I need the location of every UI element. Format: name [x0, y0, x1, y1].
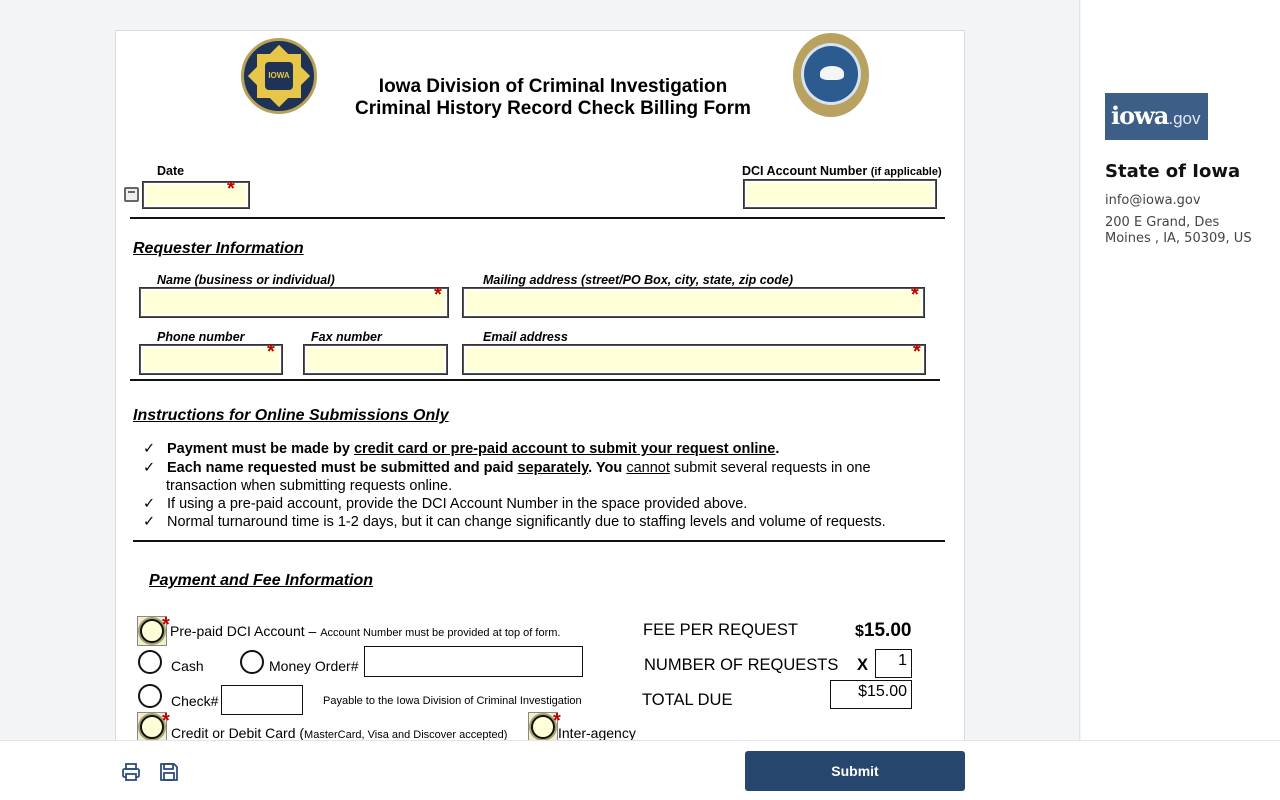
- calendar-icon[interactable]: [124, 187, 139, 202]
- divider: [133, 540, 945, 542]
- fee-per-request-value: $15.00: [855, 620, 912, 641]
- inter-agency-radio[interactable]: [531, 715, 555, 739]
- required-marker: *: [911, 284, 919, 306]
- check-number-field[interactable]: [221, 685, 303, 715]
- check-label: Check#: [171, 693, 219, 709]
- mailing-address-field[interactable]: [463, 288, 924, 317]
- total-due-label: TOTAL DUE: [642, 691, 733, 709]
- date-label: Date: [157, 164, 185, 178]
- number-of-requests-label: NUMBER OF REQUESTS: [644, 656, 839, 674]
- required-marker: *: [162, 710, 170, 732]
- mailing-address-label: Mailing address (street/PO Box, city, state, zip code): [483, 273, 794, 287]
- cash-radio[interactable]: [138, 650, 162, 674]
- bottom-toolbar: [0, 740, 1280, 800]
- fax-label: Fax number: [311, 330, 382, 344]
- required-marker: *: [553, 710, 561, 732]
- required-marker: *: [913, 341, 921, 363]
- instructions-section-title: Instructions for Online Submissions Only: [133, 407, 449, 424]
- required-marker: *: [434, 284, 442, 306]
- submit-button[interactable]: Submit: [745, 751, 965, 791]
- prepaid-account-label: Pre-paid DCI Account – Account Number must be provided at top of form.: [170, 623, 561, 639]
- dci-account-field[interactable]: [744, 180, 936, 208]
- phone-label: Phone number: [157, 330, 245, 344]
- email-label: Email address: [483, 330, 568, 344]
- times-symbol: X: [857, 656, 869, 674]
- organization-email: info@iowa.gov: [1105, 193, 1201, 208]
- phone-field[interactable]: [140, 345, 282, 374]
- money-order-radio[interactable]: [240, 650, 264, 674]
- divider: [130, 217, 945, 219]
- money-order-number-field[interactable]: [364, 646, 583, 677]
- form-title-line2: Criminal History Record Check Billing Form: [355, 98, 751, 119]
- credit-card-radio[interactable]: [140, 715, 164, 739]
- check-radio[interactable]: [138, 684, 162, 708]
- prepaid-account-radio[interactable]: [140, 619, 164, 643]
- form-title-line1: Iowa Division of Criminal Investigation: [378, 76, 728, 97]
- iowa-gov-logo: iowa.gov: [1105, 93, 1208, 140]
- name-label: Name (business or individual): [157, 273, 335, 287]
- organization-name: State of Iowa: [1105, 161, 1241, 182]
- money-order-label: Money Order#: [269, 658, 359, 674]
- save-icon[interactable]: [158, 761, 180, 783]
- inter-agency-label: Inter-agency: [558, 725, 636, 740]
- organization-address: 200 E Grand, Des Moines , IA, 50309, US: [1105, 215, 1252, 246]
- cash-label: Cash: [171, 658, 204, 674]
- dps-seal-text: IOWA: [265, 62, 293, 90]
- name-field[interactable]: [140, 288, 448, 317]
- print-icon[interactable]: [120, 761, 142, 783]
- total-due-field: $15.00: [830, 680, 912, 709]
- organization-sidebar: [1081, 0, 1280, 740]
- required-marker: *: [267, 341, 275, 363]
- fax-field[interactable]: [304, 345, 447, 374]
- credit-card-label: Credit or Debit Card (MasterCard, Visa and Discover accepted): [171, 725, 508, 740]
- payable-note: Payable to the Iowa Division of Criminal Investigation: [323, 695, 582, 707]
- form-page: IOWA Iowa Division of Criminal Investigation Criminal History Record Check Billing Form Date * DCI Account Number (if applicable) Requester Information Name (business or individual) * Mailing address (street/PO Box, city, state, zip code) * Phone number * Fax number Email address * Instructions for Online Submissions Only ✓ Payment must be made by credit card or pre-paid account to submit your request online. ✓ Each name requested must be submitted and paid separately. You cannot submit several requests in one transaction when submitting requests online. ✓ If using a pre-paid account, provide the DCI Account Number in the space provided above. ✓ Normal turnaround time is 1-2 days, but it can change significantly due to staffing levels and volume of requests. Payment and Fee Information * Pre-paid DCI Account – Account Number must be provided at top of form. Cash Money Order# Check# Payable to the Iowa Division of Criminal Investigation * Credit or Debit Card (MasterCard, Visa and Discover accepted) * Inter-agency FEE PER REQUEST $15.00 NUMBER OF REQUESTS X 1 TOTAL DUE $15.00: [115, 30, 965, 740]
- divider: [130, 379, 940, 381]
- requester-section-title: Requester Information: [133, 240, 304, 257]
- required-marker: *: [227, 178, 235, 200]
- dci-account-label: DCI Account Number (if applicable): [742, 164, 942, 178]
- payment-section-title: Payment and Fee Information: [149, 572, 374, 589]
- required-marker: *: [162, 614, 170, 636]
- fee-per-request-label: FEE PER REQUEST: [643, 621, 798, 639]
- email-field[interactable]: [463, 345, 925, 374]
- number-of-requests-field[interactable]: 1: [875, 649, 912, 678]
